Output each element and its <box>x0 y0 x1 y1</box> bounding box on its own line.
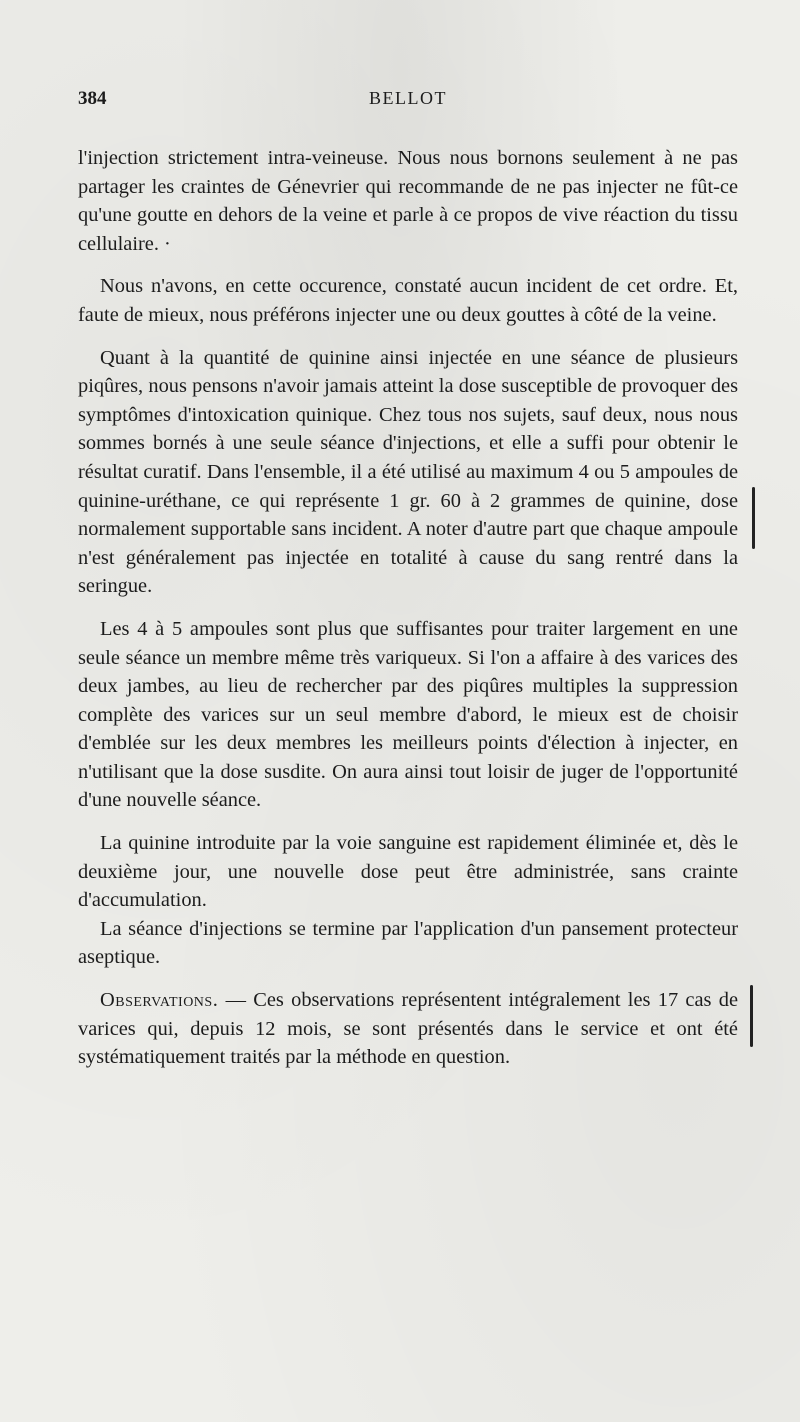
observations-paragraph <box>78 986 738 1072</box>
body-text <box>78 144 738 1086</box>
paragraph-2: Nous n'avons, en cette occurence, constaté aucun incident de cet ordre. Et, faute de mieux, nous préférons injecter une ou deux gouttes à côté de la veine. <box>78 275 738 326</box>
paragraph-1: l'injection strictement intra-veineuse. Nous nous bornons seulement à ne pas partager les craintes de Génevrier qui recommande de ne pas injecter ne fût-ce qu'une goutte en dehors de la veine et parle à ce propos de vive réaction du tissu cellulaire. · <box>78 147 738 255</box>
observations-label: Observations. <box>100 989 219 1012</box>
paragraph-6: La séance d'injections se termine par l'application d'un pansement protecteur aseptique. <box>78 917 738 969</box>
observations-text: — Ces observations représentent intégralement les 17 cas de varices qui, depuis 12 mois, se sont présentés dans le service et ont été systématiquement traités par la méthode en question. <box>78 989 738 1069</box>
paragraph-5: La quinine introduite par la voie sanguine est rapidement éliminée et, dès le deuxième jour, une nouvelle dose peut être administrée, sans crainte d'accumulation. <box>78 832 738 912</box>
margin-mark <box>752 487 755 549</box>
page-header <box>78 88 738 118</box>
paragraph-3: Quant à la quantité de quinine ainsi injectée en une séance de plusieurs piqûres, nous pensons n'avoir jamais atteint la dose susceptible de provoquer des symptômes d'intoxication quinique. Chez tous nos sujets, sauf deux, nous nous sommes bornés à une seule séance d'injections, et elle a suffi pour obtenir le résultat curatif. Dans l'ensemble, il a été utilisé au maximum 4 ou 5 ampoules de quinine-uréthane, ce qui représente 1 gr. 60 à 2 grammes de quinine, dose normalement supportable sans incident. A noter d'autre part que chaque ampoule n'est généralement pas injectée en totalité à cause du sang rentré dans la seringue. <box>78 346 738 598</box>
running-head: BELLOT <box>369 88 447 108</box>
page-number: 384 <box>78 88 107 109</box>
margin-mark <box>750 985 753 1047</box>
paragraph-4: Les 4 à 5 ampoules sont plus que suffisantes pour traiter largement en une seule séance un membre même très variqueux. Si l'on a affaire à des varices des deux jambes, au lieu de rechercher par des piqûres multiples la suppression complète des varices sur un seul membre d'abord, le mieux est de choisir d'emblée sur les deux membres les meilleurs points d'élection à injecter, en n'utilisant que la dose susdite. On aura ainsi tout loisir de juger de l'opportunité d'une nouvelle séance. <box>78 617 738 812</box>
